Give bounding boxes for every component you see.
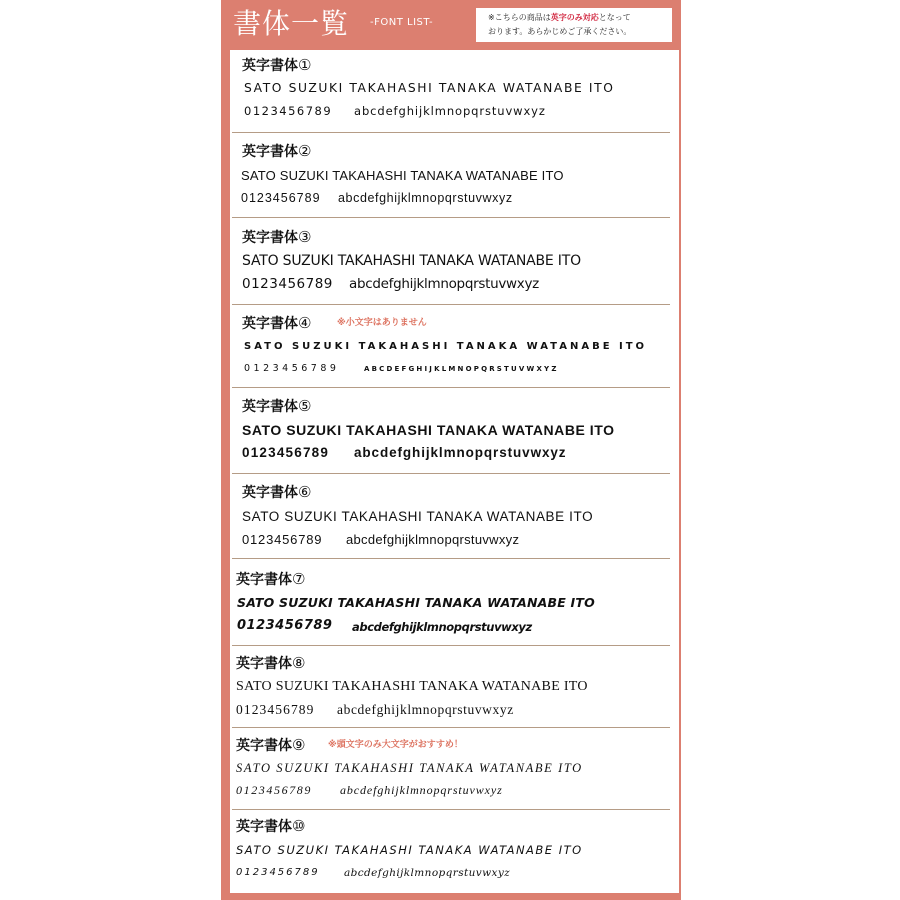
page-subtitle: -FONT LIST- bbox=[370, 17, 434, 28]
font-sample-4 bbox=[230, 305, 679, 388]
font-heading bbox=[236, 735, 305, 756]
font-sample-10 bbox=[230, 810, 679, 893]
font-sample-1 bbox=[230, 50, 679, 133]
sample-names: SATO SUZUKI TAKAHASHI TANAKA WATANABE ITO bbox=[242, 422, 615, 438]
sample-names: SATO SUZUKI TAKAHASHI TANAKA WATANABE ITO bbox=[242, 253, 581, 269]
notice-prefix: ※こちらの商品は bbox=[488, 13, 551, 22]
sample-names: SATO SUZUKI TAKAHASHI TANAKA WATANABE ITO bbox=[244, 341, 648, 352]
page-title: 書体一覧 bbox=[233, 7, 350, 40]
font-number: ⑨ bbox=[292, 736, 306, 754]
font-sample-5 bbox=[230, 388, 679, 474]
font-number: ⑧ bbox=[292, 654, 306, 672]
sample-letters: abcdefghijklmnopqrstuvwxyz bbox=[354, 104, 546, 118]
font-number: ⑩ bbox=[292, 817, 306, 835]
font-number: ③ bbox=[298, 228, 312, 246]
notice-suffix: となって bbox=[598, 13, 631, 22]
sample-digits: 0123456789 bbox=[236, 783, 312, 797]
notice-highlight: 英字のみ対応 bbox=[550, 13, 599, 22]
font-heading bbox=[236, 816, 305, 837]
notice-box bbox=[476, 8, 672, 42]
font-sample-2 bbox=[230, 133, 679, 218]
font-heading bbox=[242, 55, 311, 76]
font-number: ④ bbox=[298, 314, 312, 332]
font-sample-8 bbox=[230, 646, 679, 728]
sample-digits: 0123456789 bbox=[244, 104, 333, 118]
font-list-panel bbox=[221, 0, 681, 900]
notice-line-1 bbox=[488, 11, 666, 25]
font-number: ⑤ bbox=[298, 397, 312, 415]
font-note: ※頭文字のみ大文字がおすすめ！ bbox=[328, 740, 463, 750]
font-heading bbox=[242, 141, 311, 162]
sample-digits: 0123456789 bbox=[242, 445, 330, 460]
sample-digits: 0123456789 bbox=[244, 363, 340, 374]
sample-letters: abcdefghijklmnopqrstuvwxyz bbox=[344, 867, 511, 879]
sample-names: SATO SUZUKI TAKAHASHI TANAKA WATANABE ITO bbox=[237, 595, 595, 610]
font-label: 英字書体 bbox=[242, 144, 298, 160]
font-label: 英字書体 bbox=[242, 58, 298, 74]
sample-letters: abcdefghijklmnopqrstuvwxyz bbox=[346, 532, 520, 547]
font-sample-7 bbox=[230, 559, 679, 646]
font-heading bbox=[236, 569, 305, 590]
font-sample-sheet bbox=[230, 50, 679, 893]
sample-letters: abcdefghijklmnopqrstuvwxyz bbox=[338, 191, 513, 205]
font-label: 英字書体 bbox=[236, 656, 292, 672]
sample-digits: 0123456789 bbox=[236, 867, 320, 878]
sample-letters: abcdefghijklmnopqrstuvwxyz bbox=[340, 783, 503, 797]
font-sample-9 bbox=[230, 728, 679, 810]
header bbox=[221, 0, 681, 50]
sample-digits: 0123456789 bbox=[242, 276, 333, 292]
sample-letters: abcdefghijklmnopqrstuvwxyz bbox=[349, 276, 539, 292]
font-label: 英字書体 bbox=[236, 572, 292, 588]
font-note: ※小文字はありません bbox=[337, 318, 427, 328]
font-label: 英字書体 bbox=[236, 819, 292, 835]
font-sample-6 bbox=[230, 474, 679, 559]
sample-letters: abcdefghijklmnopqrstuvwxyz bbox=[352, 620, 532, 634]
sample-names: SATO SUZUKI TAKAHASHI TANAKA WATANABE ITO bbox=[236, 679, 588, 694]
font-number: ① bbox=[298, 56, 312, 74]
font-number: ② bbox=[298, 142, 312, 160]
font-label: 英字書体 bbox=[242, 399, 298, 415]
sample-digits: 0123456789 bbox=[241, 191, 321, 205]
sample-letters: abcdefghijklmnopqrstuvwxyz bbox=[337, 702, 514, 717]
sample-names: SATO SUZUKI TAKAHASHI TANAKA WATANABE ITO bbox=[241, 168, 564, 183]
sample-digits: 0123456789 bbox=[242, 532, 323, 547]
font-label: 英字書体 bbox=[236, 738, 292, 754]
font-sample-3 bbox=[230, 218, 679, 305]
sample-names: SATO SUZUKI TAKAHASHI TANAKA WATANABE ITO bbox=[236, 761, 583, 775]
font-label: 英字書体 bbox=[242, 230, 298, 246]
font-heading bbox=[242, 227, 311, 248]
font-label: 英字書体 bbox=[242, 316, 298, 332]
font-heading bbox=[236, 653, 305, 674]
sample-digits: 0123456789 bbox=[236, 702, 315, 717]
sample-letters: abcdefghijklmnopqrstuvwxyz bbox=[354, 445, 567, 460]
font-number: ⑥ bbox=[298, 483, 312, 501]
font-number: ⑦ bbox=[292, 570, 306, 588]
sample-digits: 0123456789 bbox=[237, 618, 333, 633]
font-heading bbox=[242, 396, 311, 417]
font-label: 英字書体 bbox=[242, 485, 298, 501]
notice-line-2: おります。あらかじめご了承ください。 bbox=[488, 27, 632, 36]
sample-names: SATO SUZUKI TAKAHASHI TANAKA WATANABE ITO bbox=[242, 509, 594, 524]
sample-letters: ABCDEFGHIJKLMNOPQRSTUVWXYZ bbox=[364, 365, 559, 373]
sample-names: SATO SUZUKI TAKAHASHI TANAKA WATANABE ITO bbox=[236, 843, 583, 857]
font-heading bbox=[242, 313, 311, 334]
sample-names: SATO SUZUKI TAKAHASHI TANAKA WATANABE ITO bbox=[244, 81, 615, 95]
font-heading bbox=[242, 482, 311, 503]
